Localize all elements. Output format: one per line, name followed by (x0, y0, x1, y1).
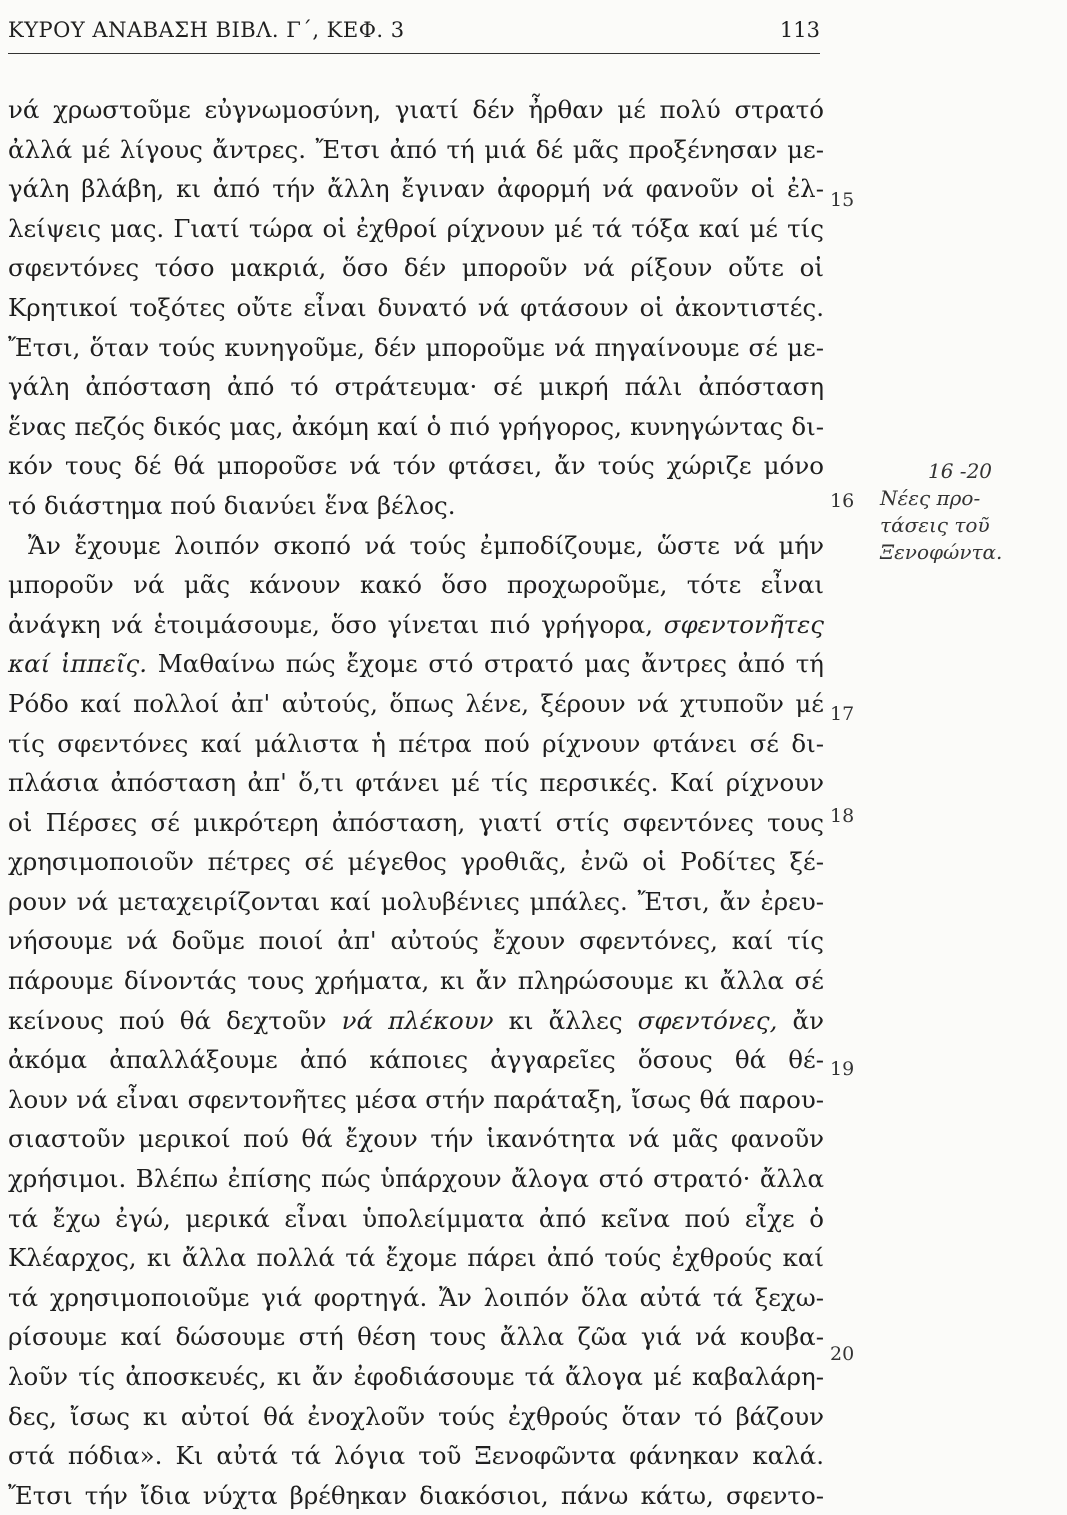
margin-number: 18 (830, 805, 855, 827)
text-line: ρίσουμε καί δώσουμε στή θέση τους ἄλλα ζῶα γιά νά κουβα- (8, 1322, 824, 1352)
side-note (880, 458, 1030, 566)
margin-number: 15 (830, 189, 855, 211)
text-line (8, 644, 824, 684)
main-text (8, 90, 824, 1515)
header-rule (8, 53, 820, 54)
text-run: ἀνάγκη νά ἑτοιμάσουμε, ὅσο γίνεται πιό γρήγορα, (8, 609, 653, 639)
text-line: στά πόδια». Κι αὐτά τά λόγια τοῦ Ξενοφῶντα φάνηκαν καλά. (8, 1441, 824, 1471)
side-note-range: 16 -20 (928, 459, 993, 483)
text-line: δες, ἴσως κι αὐτοί θά ἐνοχλοῦν τούς ἐχθρούς ὅταν τό βάζουν (8, 1401, 824, 1431)
margin-number: 20 (830, 1343, 855, 1365)
text-line: τίς σφεντόνες καί μάλιστα ἡ πέτρα πού ρίχνουν φτάνει σέ δι- (8, 728, 824, 758)
text-line: Ἔτσι, ὅταν τούς κυνηγοῦμε, δέν μποροῦμε νά πηγαίνουμε σέ με- (8, 332, 824, 362)
margin-number: 16 (830, 490, 855, 512)
text-line: Ἔτσι τήν ἴδια νύχτα βρέθηκαν διακόσιοι, πάνω κάτω, σφεντο- (8, 1480, 824, 1510)
text-line: ἕνας πεζός δικός μας, ἀκόμη καί ὁ πιό γρήγορος, κυνηγώντας δι- (8, 411, 824, 441)
text-line: γάλη βλάβη, κι ἀπό τήν ἄλλη ἔγιναν ἀφορμή νά φανοῦν οἱ ἐλ- (8, 174, 824, 204)
text-line: χρήσιμοι. Βλέπω ἐπίσης πώς ὑπάρχουν ἄλογα στό στρατό· ἄλλα (8, 1164, 824, 1194)
text-line: τά χρησιμοποιοῦμε γιά φορτηγά. Ἄν λοιπόν ὅλα αὐτά τά ξεχω- (8, 1282, 824, 1312)
margin-number: 19 (830, 1058, 855, 1080)
text-line (8, 605, 824, 645)
text-line: σφεντόνες τόσο μακριά, ὅσο δέν μποροῦν νά ρίξουν οὔτε οἱ (8, 253, 824, 283)
text-line: Ἄν ἔχουμε λοιπόν σκοπό νά τούς ἐμποδίζουμε, ὥστε νά μήν (28, 530, 824, 560)
text-line: νήσουμε νά δοῦμε ποιοί ἀπ' αὐτούς ἔχουν σφεντόνες, καί τίς (8, 926, 824, 956)
running-header (8, 14, 820, 48)
text-line: κόν τους δέ θά μποροῦσε νά τόν φτάσει, ἄν τούς χώριζε μόνο (8, 451, 824, 481)
text-line (8, 1001, 824, 1041)
text-run: Μαθαίνω πώς ἔχομε στό στρατό μας ἄντρες ἀπό τή (157, 649, 824, 679)
side-note-line: Ξενοφώντα. (880, 540, 1003, 564)
text-line: οἱ Πέρσες σέ μικρότερη ἀπόσταση, γιατί στίς σφεντόνες τους (8, 807, 824, 837)
text-line: νά χρωστοῦμε εὐγνωμοσύνη, γιατί δέν ἦρθαν μέ πολύ στρατό (8, 95, 824, 124)
side-note-line: Νέες προ- (880, 486, 981, 510)
text-line: Κρητικοί τοξότες οὔτε εἶναι δυνατό νά φτάσουν οἱ ἀκοντιστές. (8, 292, 824, 322)
text-line: τά ἔχω ἐγώ, μερικά εἶναι ὑπολείμματα ἀπό κεῖνα πού εἶχε ὁ (8, 1203, 824, 1233)
page-number: 113 (779, 18, 820, 42)
text-line: πάρουμε δίνοντάς τους χρήματα, κι ἄν πληρώσουμε κι ἄλλα σέ (8, 966, 824, 996)
text-line: σιαστοῦν μερικοί πού θά ἔχουν τήν ἱκανότητα νά μᾶς φανοῦν (8, 1124, 824, 1154)
text-line: τό διάστημα πού διανύει ἕνα βέλος. (8, 490, 456, 520)
text-line: Ρόδο καί πολλοί ἀπ' αὐτούς, ὅπως λένε, ξέρουν νά χτυποῦν μέ (8, 688, 824, 718)
text-line: Κλέαρχος, κι ἄλλα πολλά τά ἔχομε πάρει ἀπό τούς ἐχθρούς καί (8, 1243, 824, 1273)
text-line: ἀλλά μέ λίγους ἄντρες. Ἔτσι ἀπό τή μιά δέ μᾶς προξένησαν με- (8, 134, 824, 164)
text-line: γάλη ἀπόσταση ἀπό τό στράτευμα· σέ μικρή πάλι ἀπόσταση (8, 372, 824, 402)
side-note-line: τάσεις τοῦ (880, 513, 990, 537)
text-line: μποροῦν νά μᾶς κάνουν κακό ὅσο προχωροῦμε, τότε εἶναι (8, 570, 824, 600)
italic-term: νά πλέκουν (341, 1005, 494, 1035)
text-run: ἄν (792, 1005, 824, 1035)
text-line: λουν νά εἶναι σφεντονῆτες μέσα στήν παράταξη, ἴσως θά παρου- (8, 1084, 824, 1114)
text-line: λείψεις μας. Γιατί τώρα οἱ ἐχθροί ρίχνουν μέ τά τόξα καί μέ τίς (8, 213, 824, 243)
text-run: κείνους πού θά δεχτοῦν (8, 1005, 327, 1035)
text-line: πλάσια ἀπόσταση ἀπ' ὅ,τι φτάνει μέ τίς περσικές. Καί ρίχνουν (8, 768, 824, 798)
running-title: ΚΥΡΟΥ ΑΝΑΒΑΣΗ ΒΙΒΛ. Γ΄, ΚΕΦ. 3 (8, 18, 405, 42)
italic-term: σφεντόνες, (637, 1005, 778, 1035)
text-line: χρησιμοποιοῦν πέτρες σέ μέγεθος γροθιᾶς, ἐνῶ οἱ Ροδίτες ξέ- (8, 847, 824, 877)
text-run: κι ἄλλες (508, 1005, 623, 1035)
margin-number: 17 (830, 703, 855, 725)
text-line: ἀκόμα ἀπαλλάξουμε ἀπό κάποιες ἀγγαρεῖες ὅσους θά θέ- (8, 1045, 824, 1075)
text-line: ρουν νά μεταχειρίζονται καί μολυβένιες μπάλες. Ἔτσι, ἄν ἐρευ- (8, 886, 824, 916)
italic-term: καί ἱππεῖς. (8, 649, 147, 679)
italic-term: σφεντονῆτες (663, 609, 824, 639)
text-line: λοῦν τίς ἀποσκευές, κι ἄν ἐφοδιάσουμε τά ἄλογα μέ καβαλάρη- (8, 1362, 824, 1391)
